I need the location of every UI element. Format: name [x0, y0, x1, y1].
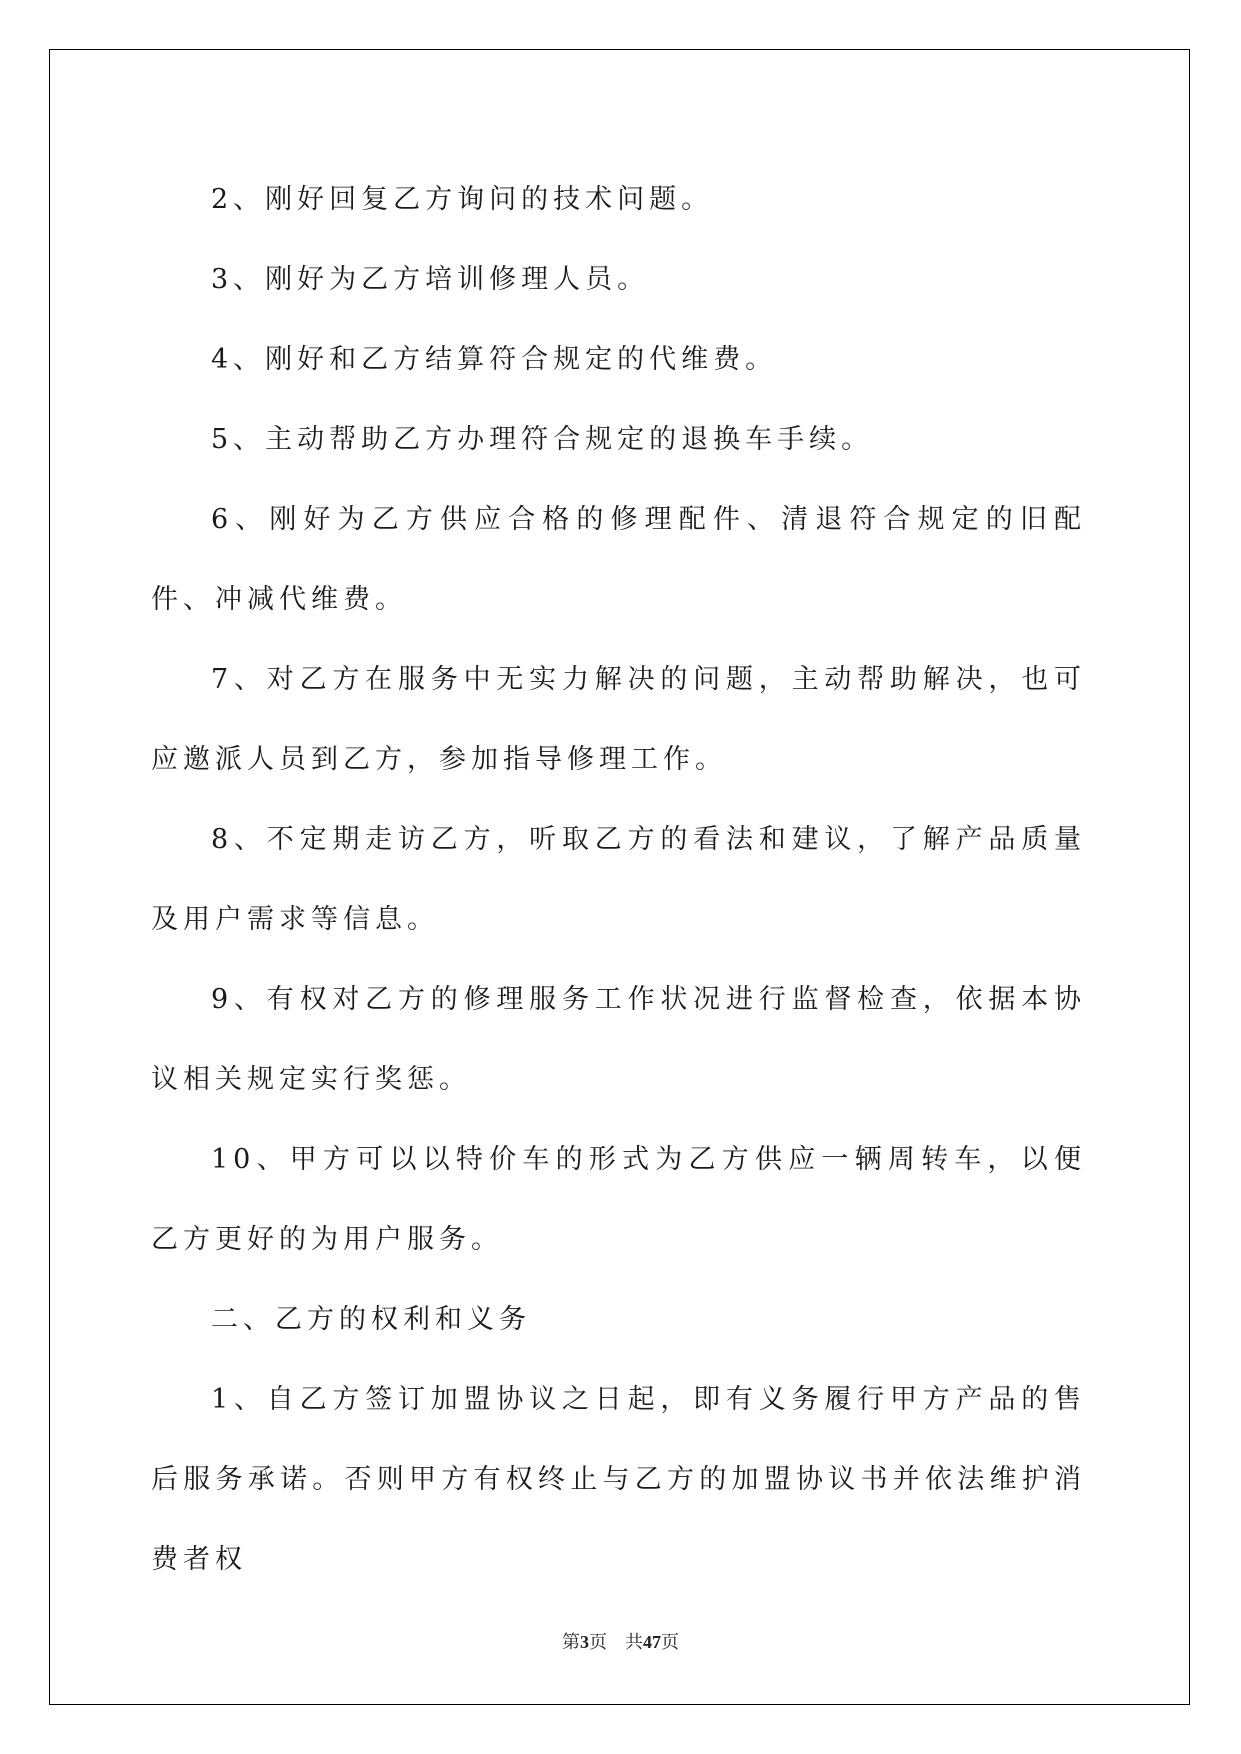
document-body [151, 160, 1086, 1600]
total-suffix: 页 [661, 1632, 679, 1652]
page-suffix: 页 [589, 1632, 607, 1652]
page-footer [0, 1628, 1241, 1654]
current-page-number: 3 [580, 1632, 589, 1652]
paragraph: 4、刚好和乙方结算符合规定的代维费。 [211, 344, 778, 375]
paragraph: 6、刚好为乙方供应合格的修理配件、清退符合规定的旧配件、冲减代维费。 [151, 504, 1086, 615]
paragraph: 5、主动帮助乙方办理符合规定的退换车手续。 [211, 424, 874, 455]
paragraph: 10、甲方可以以特价车的形式为乙方供应一辆周转车，以便乙方更好的为用户服务。 [151, 1144, 1086, 1255]
paragraph: 8、不定期走访乙方，听取乙方的看法和建议，了解产品质量及用户需求等信息。 [151, 824, 1086, 935]
total-page-count: 47 [643, 1632, 661, 1652]
section-heading: 二、乙方的权利和义务 [211, 1304, 531, 1335]
paragraph: 1、自乙方签订加盟协议之日起，即有义务履行甲方产品的售后服务承诺。否则甲方有权终止与乙方的加盟协议书并依法维护消费者权 [151, 1384, 1086, 1575]
total-prefix: 共 [625, 1632, 643, 1652]
paragraph: 2、刚好回复乙方询问的技术问题。 [211, 184, 714, 215]
paragraph: 9、有权对乙方的修理服务工作状况进行监督检查，依据本协议相关规定实行奖惩。 [151, 984, 1086, 1095]
paragraph: 7、对乙方在服务中无实力解决的问题，主动帮助解决，也可应邀派人员到乙方，参加指导修理工作。 [151, 664, 1086, 775]
paragraph: 3、刚好为乙方培训修理人员。 [211, 264, 650, 295]
page-prefix: 第 [562, 1632, 580, 1652]
